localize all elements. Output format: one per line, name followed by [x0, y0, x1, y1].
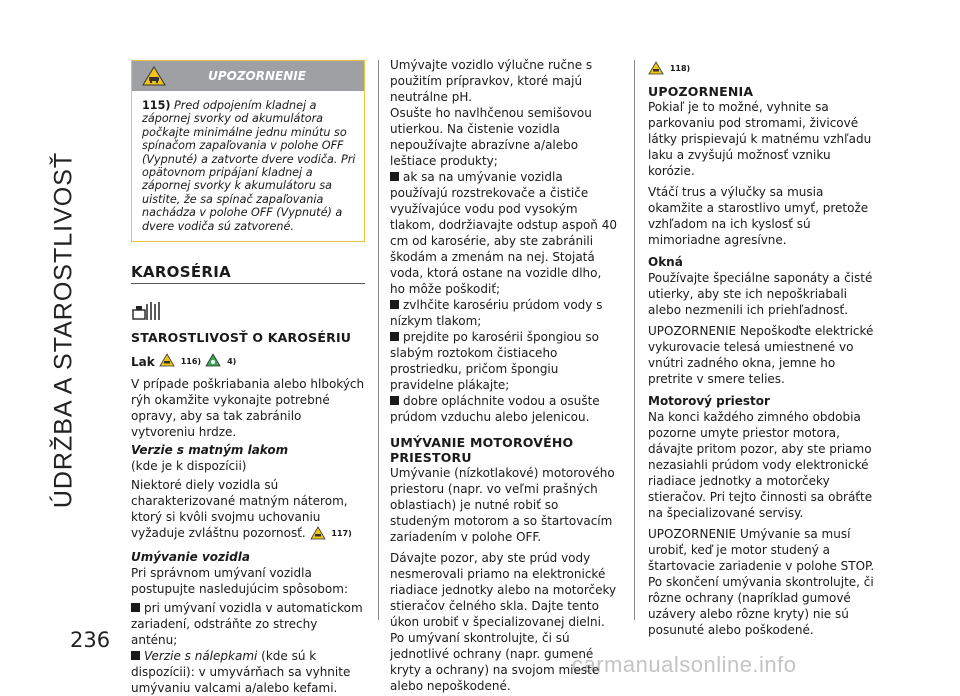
- bullet-icon: [390, 172, 399, 181]
- column-divider: [634, 60, 635, 620]
- paragraph: V prípade poškriabania alebo hlbokých rýh okamžite vykonajte potrebné opravy, aby sa tak zabránilo vytvoreniu hrdze.: [131, 377, 365, 440]
- list-item: [131, 648, 365, 696]
- list-item: [390, 393, 618, 425]
- list-item: [131, 600, 365, 648]
- paragraph: Pri správnom umývaní vozidla postupujte nasledujúcim spôsobom:: [131, 566, 349, 597]
- list-item-italic: Verzie s nálepkami: [144, 649, 258, 664]
- paragraph-text: Niektoré diely vozidla sú charakterizované matným náterom, ktorý si kvôli svojmu uchovaniu vyžaduje zvláštnu pozornosť.: [131, 478, 348, 541]
- bullet-icon: [390, 300, 399, 309]
- ref-line: [648, 60, 880, 80]
- subheading-engine: Motorový priestor: [648, 394, 770, 408]
- warning-triangle-icon: [159, 353, 175, 371]
- ref-116: 116): [180, 357, 202, 367]
- section-heading: UMÝVANIE MOTOROVÉHO PRIESTORU: [390, 435, 574, 465]
- page-number: 236: [70, 628, 111, 652]
- ref-118: 118): [669, 64, 691, 73]
- ref-4: 4): [227, 357, 237, 367]
- paragraph: [131, 477, 365, 544]
- bullet-icon: [390, 396, 399, 405]
- warning-body-text: Pred odpojením kladnej a zápornej svorky od akumulátora počkajte minimálne jednu minútu so spínačom zapaľovania v polohe OFF (Vypnuté) a zatvorte dvere vodiča. Pri opätovnom pripájaní kladnej a zápornej svorky k akumulátoru sa uistite, že sa spínač zapaľovania nachádza v polohe OFF (Vypnuté) a dvere vodiča sú zatvorené.: [142, 99, 356, 233]
- list-item-text: ak sa na umývanie vozidla používajú rozstrekovače a čističe využívajúce vodu pod vysokým tlakom, dodržiavajte odstup aspoň 40 cm od karosérie, aby ste zabránili škodám a zmenám na nej. Stojatá voda, ktorá ostane na vozidle dlho, ho môže poškodiť;: [390, 170, 617, 296]
- list-item-text: zvlhčite karosériu prúdom vody s nízkym tlakom;: [390, 298, 603, 328]
- paragraph: Umývanie (nízkotlakové) motorového priestoru (napr. vo veľmi prašných oblastiach) je nutné robiť so studeným motorom a so štartovacím zariadením v polohe OFF.: [390, 466, 615, 544]
- paragraph: Umývajte vozidlo výlučne ručne s použitím prípravkov, ktoré majú neutrálne pH.: [390, 58, 593, 104]
- bullet-icon: [131, 651, 140, 660]
- paragraph: Používajte špeciálne saponáty a čisté utierky, aby ste ich nepoškriabali alebo nezmenili ich priehľadnosť.: [648, 271, 873, 317]
- lak-heading: [131, 353, 365, 371]
- lak-label: Lak: [131, 355, 155, 370]
- subheading-windows: Okná: [648, 255, 683, 269]
- warning-triangle-icon: [648, 61, 664, 79]
- warning-header: [132, 61, 364, 91]
- paragraph: Dávajte pozor, aby ste prúd vody nesmerovali priamo na elektronické riadiace jednotky alebo na motorčeky stieračov čelného skla. Dajte tento úkon urobiť v špecializovanej dielni. Po umývaní skontrolujte, či sú jednotlivé ochrany (napr. gumené kryty a ochrany) na svojom mieste alebo nepoškodené.: [390, 551, 617, 693]
- list-item: [390, 169, 618, 297]
- chapter-title: ÚDRŽBA A STAROSTLIVOSŤ: [49, 151, 78, 509]
- subheading-washing: Umývanie vozidla: [131, 550, 250, 565]
- warning-title: UPOZORNENIE: [208, 69, 306, 83]
- column-divider: [378, 60, 379, 620]
- paint-spray-icon: [131, 300, 365, 324]
- paragraph: UPOZORNENIE Nepoškoďte elektrické vykurovacie telesá umiestnené vo vnútri zadného okna, jemne ho pretrite v smere telies.: [648, 324, 874, 386]
- subsection-heading: STAROSTLIVOSŤ O KAROSÉRIU: [131, 330, 352, 346]
- ref-117: 117): [331, 529, 352, 539]
- paragraph: UPOZORNENIE Umývanie sa musí urobiť, keď je motor studený a štartovacie zariadenie v polohe STOP. Po skončení umývania skontrolujte, či rôzne ochrany (napríklad gumové uzávery alebo rôzne kryty) nie sú posunuté alebo poškodené.: [648, 527, 875, 637]
- paragraph: Osušte ho navlhčenou semišovou utierkou. Na čistenie vozidla nepoužívajte abrazívne a/alebo leštiace produkty;: [390, 106, 592, 168]
- paragraph: Na konci každého zimného obdobia pozorne umyte priestor motora, dávajte pritom pozor, aby ste priamo nezasiahli prúdom vody elektronické riadiace jednotky a motorčeky stieračov. Pri tejto činnosti sa obráťte na špecializované servisy.: [648, 410, 873, 520]
- paragraph: (kde je k dispozícii): [131, 459, 247, 474]
- warning-number: 115): [142, 99, 171, 112]
- list-item-text: pri umývaní vozidla v automatickom zariadení, odstráňte zo strechy anténu;: [131, 601, 363, 648]
- warning-triangle-icon: [310, 526, 326, 544]
- car-warning-icon: [142, 66, 166, 90]
- paragraph: Pokiaľ je to možné, vyhnite sa parkovaniu pod stromami, živicové látky prispievajú k matnému vzhľadu laku a zvyšujú možnosť vzniku korózie.: [648, 100, 872, 178]
- column-3: [648, 60, 880, 638]
- environment-icon: [205, 353, 221, 371]
- bullet-icon: [131, 603, 140, 612]
- section-heading: UPOZORNENIA: [648, 84, 754, 99]
- list-item-text: prejdite po karosérii špongiou so slabým roztokom čistiaceho prostriedku, pričom špongiu pravidelne plákajte;: [390, 330, 599, 392]
- list-item-text: (kde sú k dispozícii): v umyvárňach sa vyhnite umývaniu valcami a/alebo kefami.: [131, 649, 351, 696]
- column-1: [131, 60, 365, 696]
- warning-text: [132, 91, 364, 241]
- list-item: [390, 329, 618, 393]
- column-2: [390, 57, 618, 694]
- list-item-text: dobre opláchnite vodou a osušte prúdom vzduchu alebo jelenicou.: [390, 394, 600, 424]
- list-item: [390, 297, 618, 329]
- subheading-matte: Verzie s matným lakom: [131, 443, 289, 458]
- bullet-icon: [390, 332, 399, 341]
- watermark: carmanualsonline.info: [572, 652, 797, 677]
- paragraph: Vtáčí trus a výlučky sa musia okamžite a starostlivo umyť, pretože vzhľadom na ich kyslosť sú mimoriadne agresívne.: [648, 185, 869, 247]
- warning-box: [131, 60, 365, 242]
- section-heading: KAROSÉRIA: [131, 264, 365, 284]
